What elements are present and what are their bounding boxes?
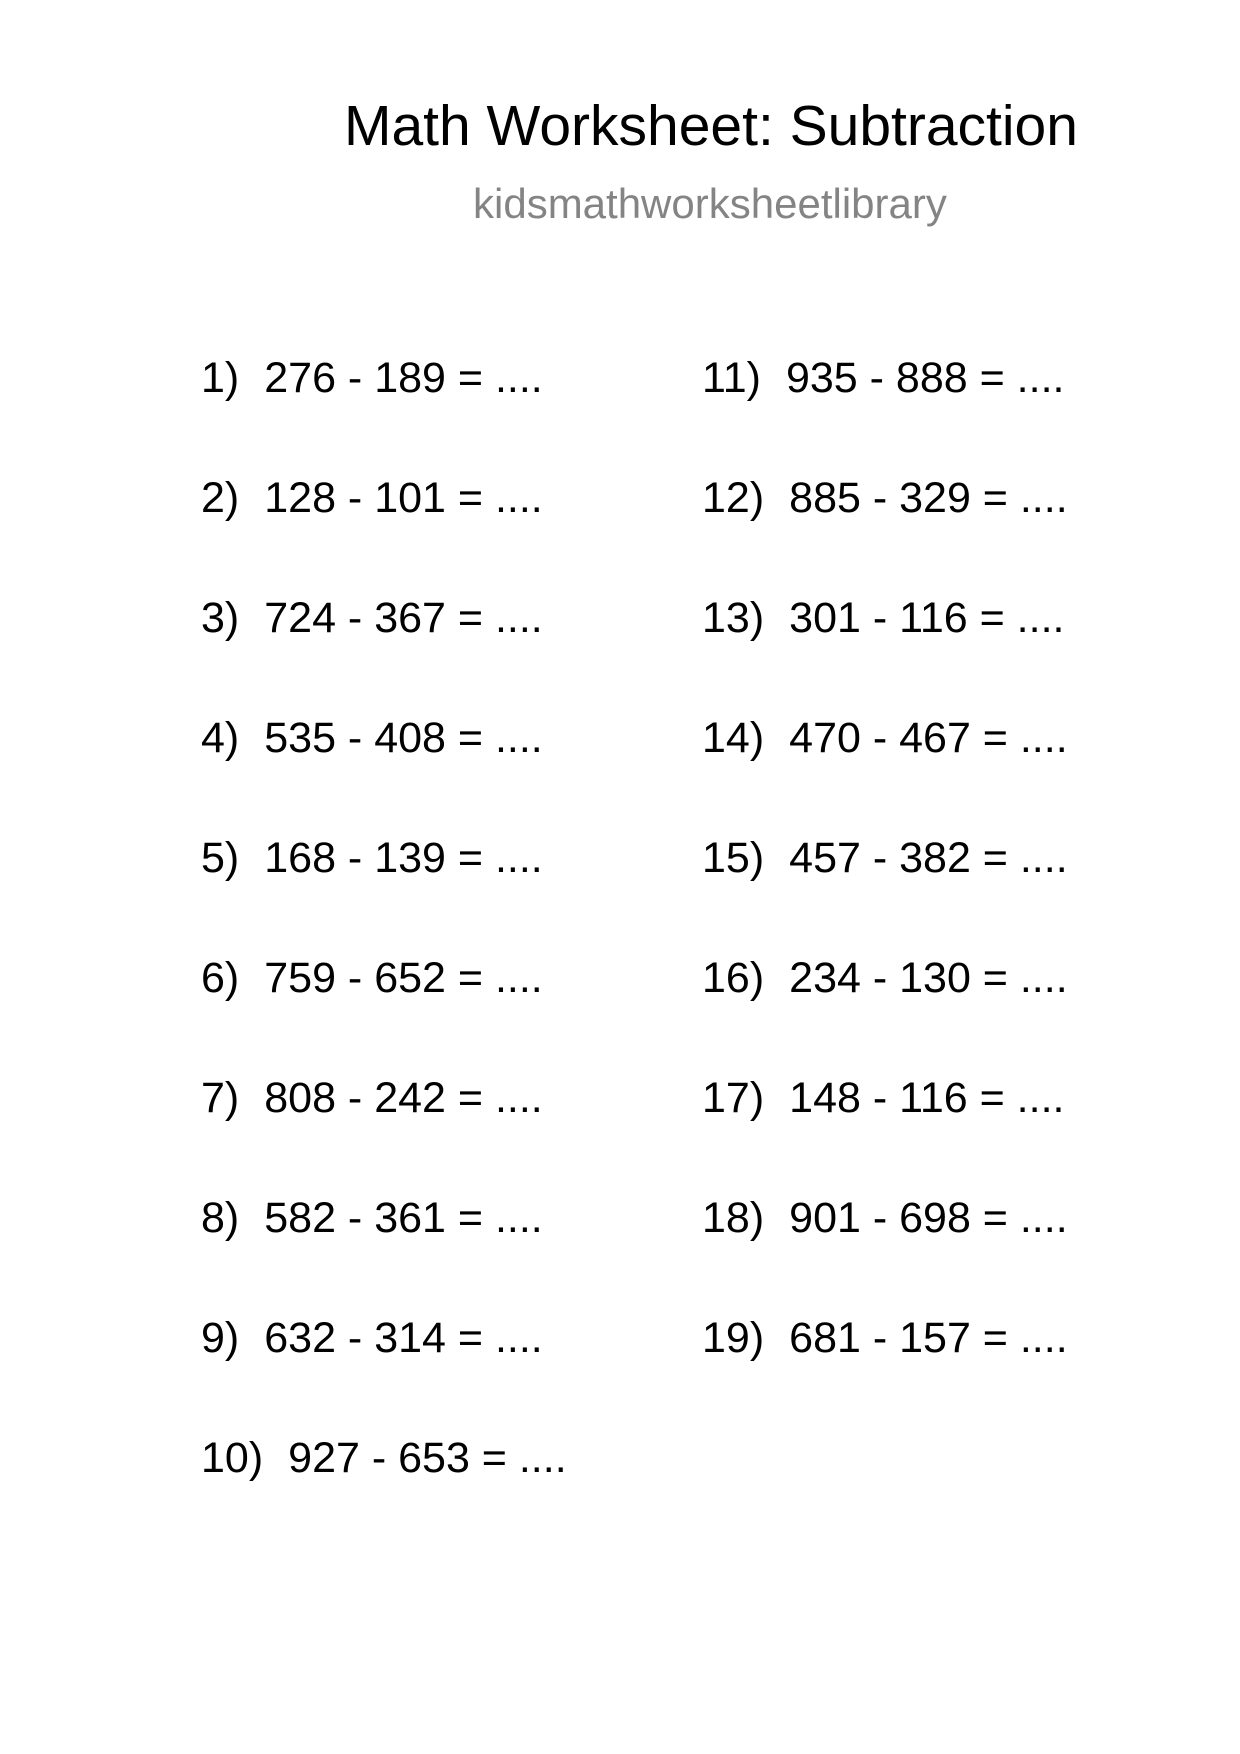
problem-1 [201, 354, 543, 402]
problem-number: 2) [201, 474, 240, 522]
problem-expression: 759 - 652 = .... [264, 954, 543, 1002]
problem-number: 13) [702, 594, 765, 642]
problem-9 [201, 1314, 543, 1362]
problem-12 [702, 474, 1068, 522]
problem-4 [201, 714, 543, 762]
problem-expression: 901 - 698 = .... [789, 1194, 1068, 1242]
problem-18 [702, 1194, 1068, 1242]
problem-number: 6) [201, 954, 240, 1002]
problem-number: 18) [702, 1194, 765, 1242]
problem-number: 15) [702, 834, 765, 882]
problem-number: 8) [201, 1194, 240, 1242]
problem-expression: 168 - 139 = .... [264, 834, 543, 882]
problem-10 [201, 1434, 567, 1482]
problem-expression: 927 - 653 = .... [288, 1434, 567, 1482]
problem-13 [702, 594, 1065, 642]
problem-expression: 234 - 130 = .... [789, 954, 1068, 1002]
problem-number: 1) [201, 354, 240, 402]
problem-number: 4) [201, 714, 240, 762]
problem-15 [702, 834, 1068, 882]
problem-expression: 808 - 242 = .... [264, 1074, 543, 1122]
problem-11 [702, 354, 1065, 402]
problem-number: 9) [201, 1314, 240, 1362]
problem-expression: 301 - 116 = .... [789, 594, 1065, 642]
problem-16 [702, 954, 1068, 1002]
problem-number: 3) [201, 594, 240, 642]
problem-number: 16) [702, 954, 765, 1002]
problem-expression: 457 - 382 = .... [789, 834, 1068, 882]
problem-7 [201, 1074, 543, 1122]
problem-19 [702, 1314, 1068, 1362]
problem-expression: 276 - 189 = .... [264, 354, 543, 402]
problem-expression: 582 - 361 = .... [264, 1194, 543, 1242]
problem-expression: 681 - 157 = .... [789, 1314, 1068, 1362]
problem-3 [201, 594, 543, 642]
problem-expression: 885 - 329 = .... [789, 474, 1068, 522]
problem-expression: 470 - 467 = .... [789, 714, 1068, 762]
problem-expression: 935 - 888 = .... [785, 354, 1065, 402]
problem-number: 14) [702, 714, 765, 762]
problem-5 [201, 834, 543, 882]
problem-number: 10) [201, 1434, 264, 1482]
problem-number: 5) [201, 834, 240, 882]
problem-8 [201, 1194, 543, 1242]
problem-number: 7) [201, 1074, 240, 1122]
problem-14 [702, 714, 1068, 762]
problem-expression: 535 - 408 = .... [264, 714, 543, 762]
problem-number: 17) [702, 1074, 765, 1122]
worksheet-title: Math Worksheet: Subtraction [344, 94, 1078, 158]
problem-number: 11) [702, 354, 761, 402]
problem-expression: 148 - 116 = .... [789, 1074, 1065, 1122]
problem-expression: 724 - 367 = .... [264, 594, 543, 642]
problem-expression: 128 - 101 = .... [264, 474, 543, 522]
problem-expression: 632 - 314 = .... [264, 1314, 543, 1362]
worksheet-source: kidsmathworksheetlibrary [473, 180, 947, 227]
problem-number: 12) [702, 474, 765, 522]
problem-number: 19) [702, 1314, 765, 1362]
problem-17 [702, 1074, 1065, 1122]
problem-6 [201, 954, 543, 1002]
problem-2 [201, 474, 543, 522]
